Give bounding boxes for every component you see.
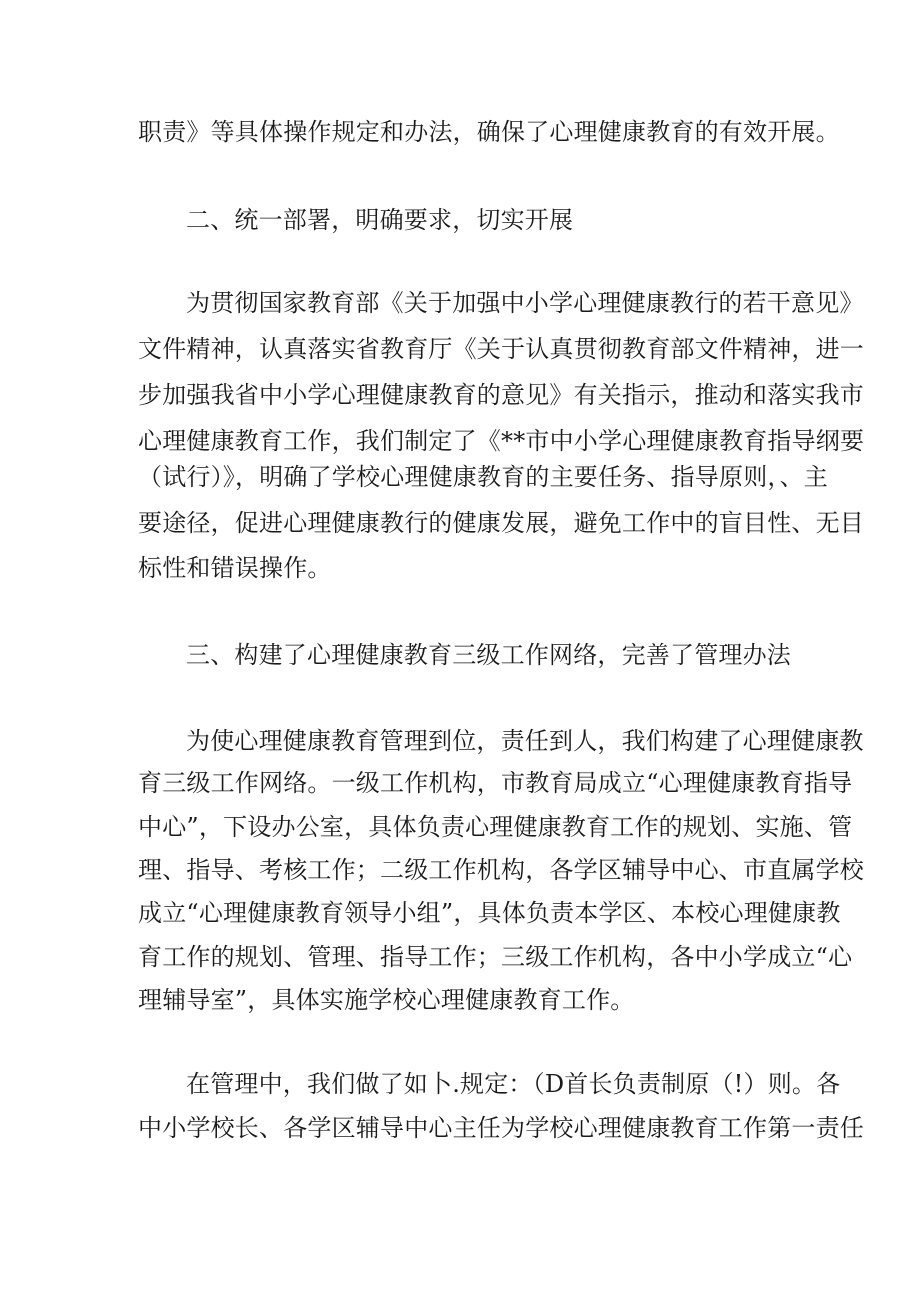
paragraph-line: 在管理中，我们做了如卜.规定：（D首长负责制原（!）则。各 xyxy=(186,1070,841,1098)
paragraph-line: 育三级工作网络。一级工作机构，市教育局成立“心理健康教育指导 xyxy=(138,769,853,797)
paragraph-line: 理辅导室”，具体实施学校心理健康教育工作。 xyxy=(138,986,635,1014)
paragraph-line: 心理健康教育工作，我们制定了《**市中小学心理健康教育指导纲要 xyxy=(138,427,865,455)
paragraph-line: （试行）》，明确了学校心理健康教育的主要任务、指导原则，、主 xyxy=(138,463,828,491)
paragraph-line: 为贯彻国家教育部《关于加强中小学心理健康教行的若干意见》 xyxy=(186,289,864,317)
paragraph-line: 要途径，促进心理健康教行的健康发展，避免工作中的盲目性、无目 xyxy=(138,509,864,537)
paragraph-line: 育工作的规划、管理、指导工作；三级工作机构，各中小学成立“心 xyxy=(138,943,853,971)
paragraph-line: 中小学校长、各学区辅导中心主任为学校心理健康教育工作第一责任 xyxy=(138,1114,864,1142)
paragraph-line: 步加强我省中小学心理健康教育的意见》有关指示，推动和落实我市 xyxy=(138,381,864,409)
paragraph-line: 中心”，下设办公室，具体负责心理健康教育工作的规划、实施、管 xyxy=(138,813,853,841)
paragraph-line: 为使心理健康教育管理到位，责任到人，我们构建了心理健康教 xyxy=(186,727,864,755)
paragraph-line: 理、指导、考核工作；二级工作机构，各学区辅导中心、市直属学校 xyxy=(138,856,864,884)
section-heading: 三、构建了心理健康教育三级工作网络，完善了管理办法 xyxy=(186,641,791,669)
paragraph-line: 职责》等具体操作规定和办法，确保了心理健康教育的有效开展。 xyxy=(138,118,840,146)
paragraph-line: 成立“心理健康教育领导小组”，具体负责本学区、本校心理健康教 xyxy=(138,899,841,927)
paragraph-line: 文件精神，认真落实省教育厅《关于认真贯彻教育部文件精神，进一 xyxy=(138,335,864,363)
paragraph-line: 标性和错误操作。 xyxy=(138,554,332,582)
section-heading: 二、统一部署，明确要求，切实开展 xyxy=(186,206,574,234)
